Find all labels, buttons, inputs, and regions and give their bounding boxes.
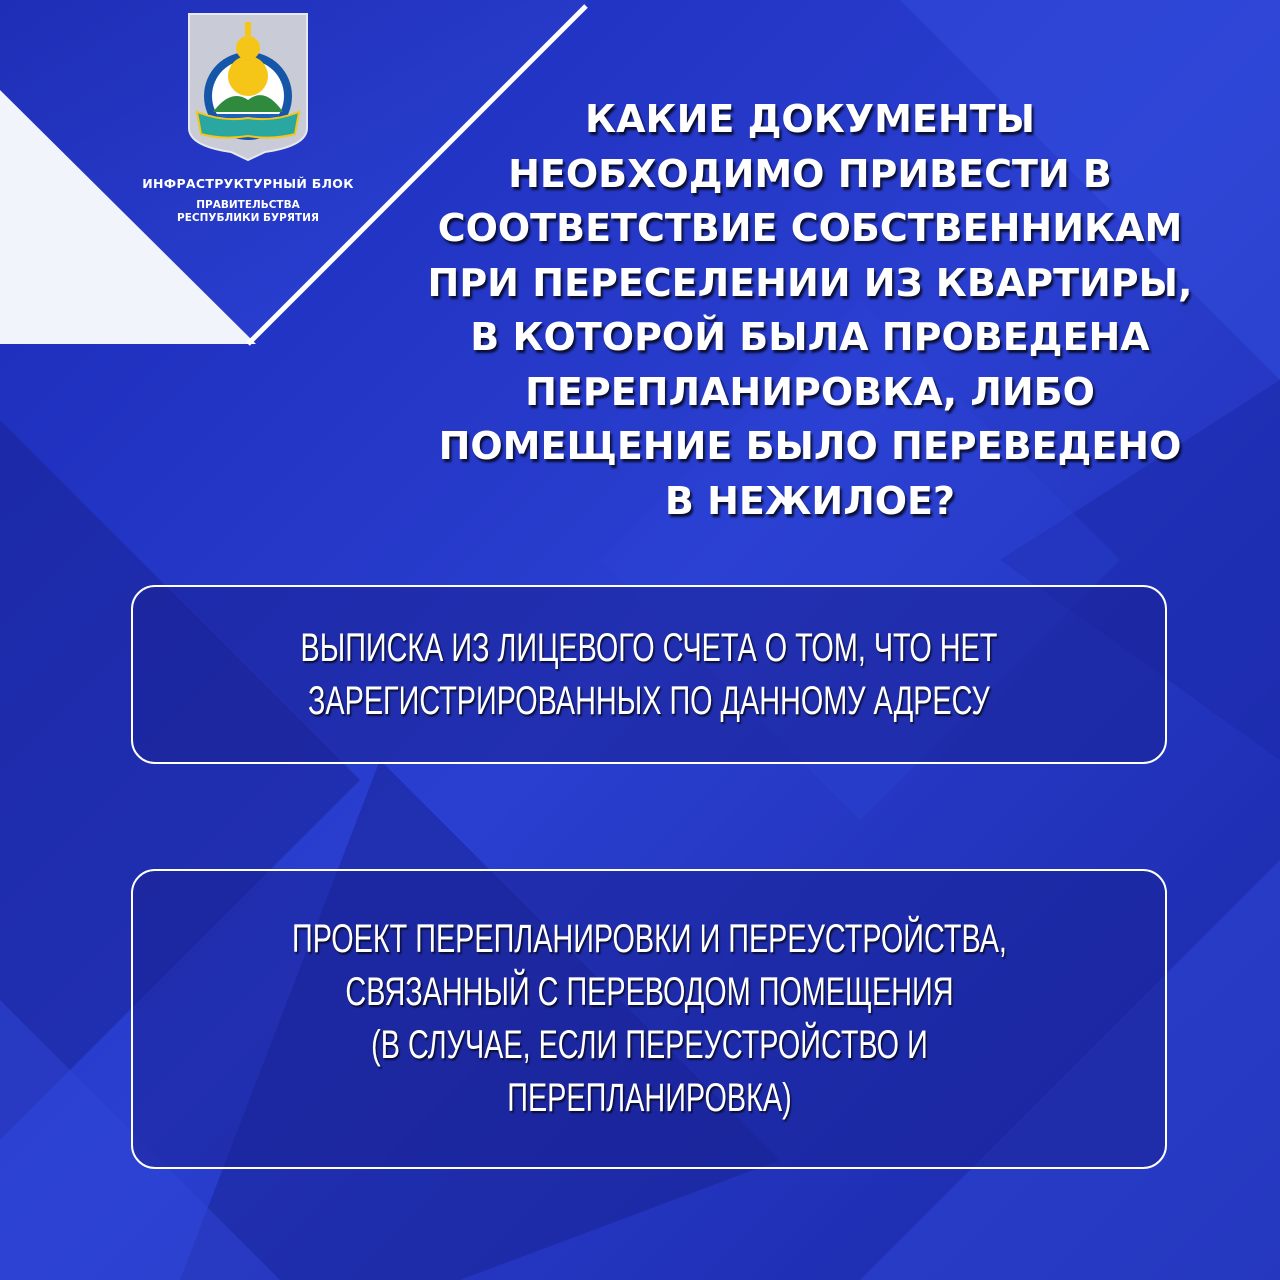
organization-line-2: ПРАВИТЕЛЬСТВА [196,199,300,211]
title-line: В НЕЖИЛОЕ? [664,478,956,523]
title-line: ПРИ ПЕРЕСЕЛЕНИИ ИЗ КВАРТИРЫ, [427,260,1193,305]
title-line: СООТВЕТСТВИЕ СОБСТВЕННИКАМ [437,206,1183,250]
title-line: ПЕРЕПЛАНИРОВКА, ЛИБО [525,369,1095,414]
title-line: ПОМЕЩЕНИЕ БЫЛО ПЕРЕВЕДЕНО [438,424,1182,468]
document-card-account-statement [131,585,1167,764]
card-line: ПЕРЕПЛАНИРОВКА) [506,1076,792,1120]
card-line: СВЯЗАННЫЙ С ПЕРЕВОДОМ ПОМЕЩЕНИЯ [344,970,954,1014]
card-line: ВЫПИСКА ИЗ ЛИЦЕВОГО СЧЕТА О ТОМ, ЧТО НЕТ [300,625,998,670]
document-card-text [301,622,998,728]
organization-name [120,176,376,224]
card-line: (В СЛУЧАЕ, ЕСЛИ ПЕРЕУСТРОЙСТВО И [370,1023,928,1067]
card-line: ЗАРЕГИСТРИРОВАННЫХ ПО ДАННОМУ АДРЕСУ [308,678,990,723]
title-line: КАКИЕ ДОКУМЕНТЫ [585,97,1035,141]
organization-line-3: РЕСПУБЛИКИ БУРЯТИЯ [177,211,319,224]
document-card-text [292,913,1007,1125]
organization-line-1: ИНФРАСТРУКТУРНЫЙ БЛОК [142,176,354,191]
page-title [360,92,1260,528]
coat-of-arms-icon [183,10,313,166]
title-line: НЕОБХОДИМО ПРИВЕСТИ В [508,151,1112,196]
title-line: В КОТОРОЙ БЫЛА ПРОВЕДЕНА [470,315,1150,359]
document-card-redevelopment-project [131,869,1167,1169]
card-line: ПРОЕКТ ПЕРЕПЛАНИРОВКИ И ПЕРЕУСТРОЙСТВА, [291,917,1007,961]
